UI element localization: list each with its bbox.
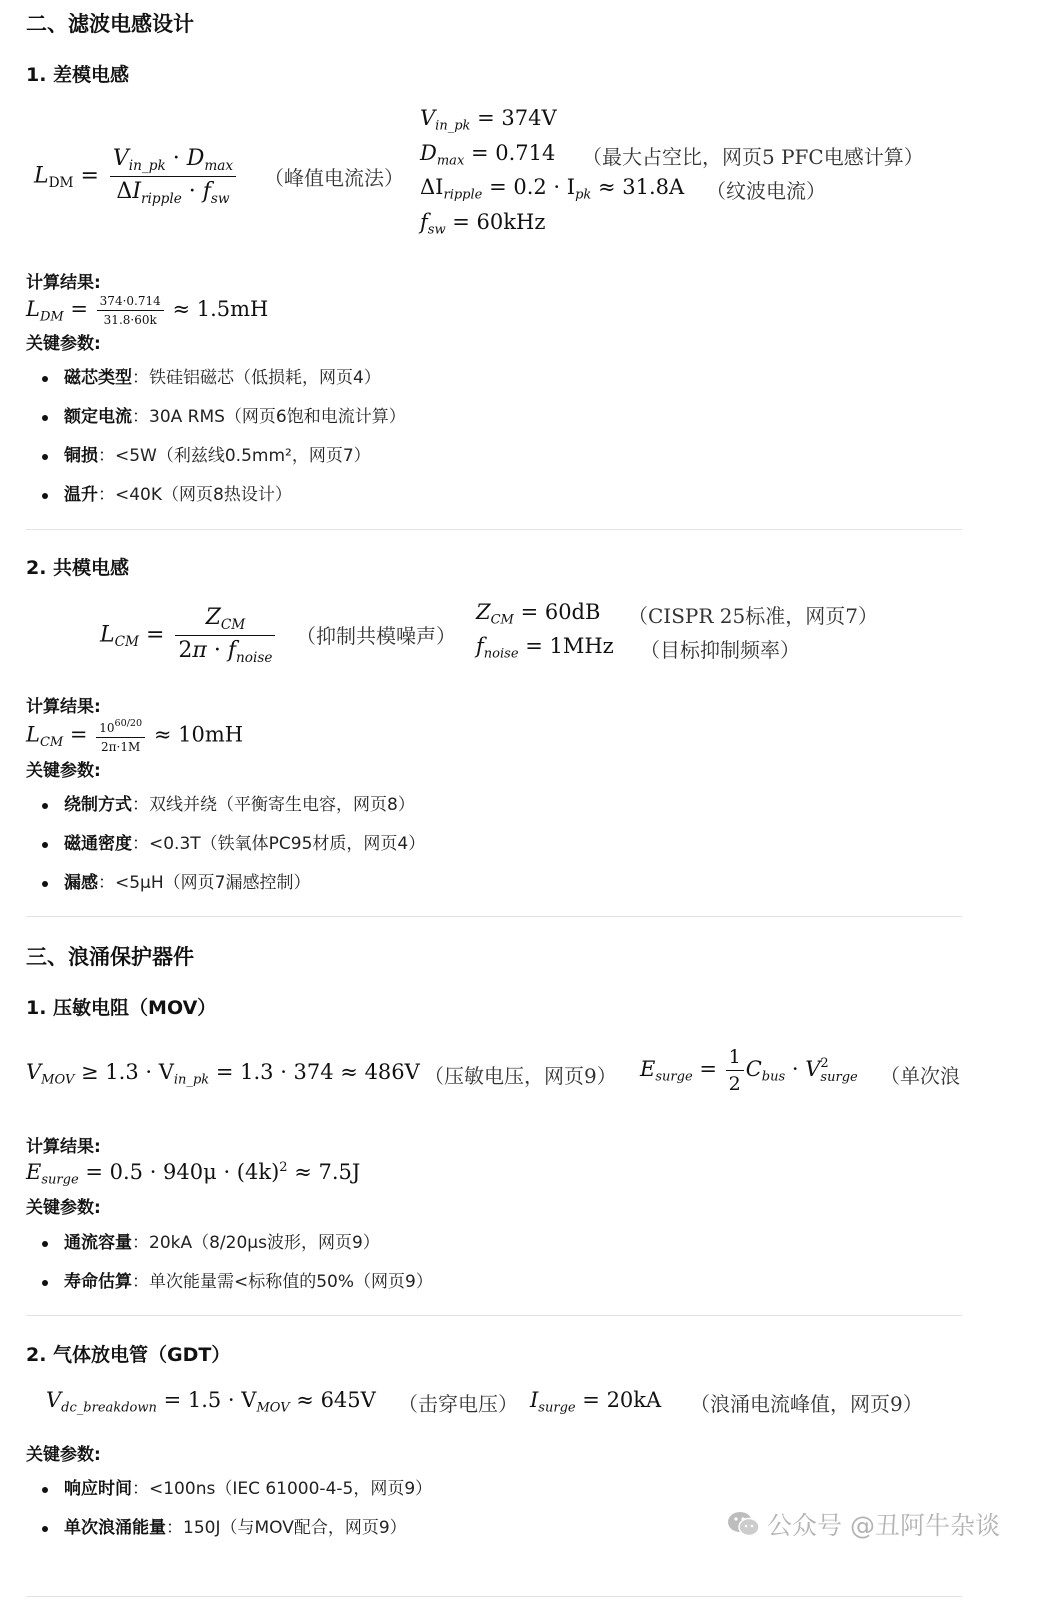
list-item: 响应时间：<100ns（IEC 61000-4-5，网页9） bbox=[26, 1470, 432, 1509]
wechat-icon bbox=[727, 1510, 761, 1538]
gdt-surge-current-formula: $I_{surge} = 20kA$ bbox=[530, 1388, 662, 1416]
cm-key-params-list bbox=[26, 786, 425, 903]
param-ripple-note: （纹波电流） bbox=[706, 179, 826, 203]
param-fsw: $f_{sw} = 60kHz$ bbox=[420, 210, 546, 238]
dm-calc-result-formula: $L_{DM}$ = $\frac{374\cdot 0.714}{31.8\cdot 60k}$ ≈ 1.5mH bbox=[26, 294, 269, 327]
mov-surge-energy-formula: $E_{surge}$ = $\frac{1}{2}$ $C_{bus} \cdot V$ 2 surge bbox=[640, 1046, 858, 1095]
list-item: 额定电流：30A RMS（网页6饱和电流计算） bbox=[26, 398, 406, 437]
watermark-text: 公众号 @丑阿牛杂谈 bbox=[767, 1511, 1000, 1540]
list-item: 磁通密度：<0.3T（铁氧体PC95材质，网页4） bbox=[26, 825, 425, 864]
divider bbox=[26, 916, 962, 917]
dm-key-params-label: 关键参数: bbox=[26, 334, 101, 354]
cm-calc-label: 计算结果: bbox=[26, 697, 101, 717]
subsection-title-gdt: 2. 气体放电管（GDT） bbox=[26, 1344, 231, 1366]
subsection-title-dm-inductor: 1. 差模电感 bbox=[26, 64, 130, 86]
divider bbox=[26, 1596, 962, 1597]
gdt-key-params-list bbox=[26, 1470, 432, 1548]
dm-calc-label: 计算结果: bbox=[26, 273, 101, 293]
list-item: 铜损：<5W（利兹线0.5mm²，网页7） bbox=[26, 437, 406, 476]
list-item: 绕制方式：双线并绕（平衡寄生电容，网页8） bbox=[26, 786, 425, 825]
divider bbox=[26, 1315, 962, 1316]
param-dmax-note: （最大占空比，网页5 PFC电感计算） bbox=[582, 145, 924, 169]
section-title-filter-inductor: 二、滤波电感设计 bbox=[26, 12, 194, 36]
mov-key-params-label: 关键参数: bbox=[26, 1198, 101, 1218]
cm-key-params-label: 关键参数: bbox=[26, 761, 101, 781]
dm-inductance-formula: $L_{DM}$ = $\frac{V_{in\_pk} \cdot D_{max}}{\Delta I_{ripple} \cdot f_{sw}}$ bbox=[34, 146, 236, 207]
list-item: 单次浪涌能量：150J（与MOV配合，网页9） bbox=[26, 1509, 432, 1548]
cm-inductance-formula: $L_{CM}$ = $\frac{Z_{CM}}{2\pi \cdot f_{noise}}$ bbox=[100, 605, 275, 666]
subsection-title-cm-inductor: 2. 共模电感 bbox=[26, 557, 130, 579]
mov-calc-result-formula: $E_{surge} = 0.5 \cdot 940\mu \cdot (4k)^2 \approx 7.5J$ bbox=[26, 1160, 361, 1188]
param-zcm: $Z_{CM} = 60dB$ bbox=[476, 600, 601, 628]
cm-method-note: （抑制共模噪声） bbox=[296, 624, 456, 648]
mov-surge-note-truncated: （单次浪 bbox=[880, 1064, 960, 1088]
gdt-key-params-label: 关键参数: bbox=[26, 1445, 101, 1465]
dm-key-params-list bbox=[26, 359, 406, 515]
param-vin-pk: $V_{in\_pk} = 374V$ bbox=[420, 106, 557, 134]
param-fnoise-note: （目标抑制频率） bbox=[640, 638, 800, 662]
watermark bbox=[727, 1506, 1000, 1542]
param-fnoise: $f_{noise} = 1MHz$ bbox=[476, 634, 614, 662]
dm-method-note: （峰值电流法） bbox=[264, 166, 404, 190]
mov-key-params-list bbox=[26, 1224, 433, 1302]
mov-voltage-note: （压敏电压，网页9） bbox=[424, 1064, 617, 1088]
param-delta-i-ripple: $\Delta I_{ripple} = 0.2 \cdot I_{pk} \approx 31.8A$ bbox=[420, 175, 685, 203]
gdt-breakdown-formula: $V_{dc\_breakdown} = 1.5 \cdot V_{MOV} \approx 645V$ bbox=[46, 1388, 376, 1416]
list-item: 温升：<40K（网页8热设计） bbox=[26, 476, 406, 515]
list-item: 寿命估算：单次能量需<标称值的50%（网页9） bbox=[26, 1263, 433, 1302]
section-title-surge-protection: 三、浪涌保护器件 bbox=[26, 945, 194, 969]
list-item: 磁芯类型：铁硅铝磁芯（低损耗，网页4） bbox=[26, 359, 406, 398]
subsection-title-mov: 1. 压敏电阻（MOV） bbox=[26, 997, 217, 1019]
param-dmax: $D_{max} = 0.714$ bbox=[420, 141, 556, 169]
list-item: 漏感：<5μH（网页7漏感控制） bbox=[26, 864, 425, 903]
cm-calc-result-formula: $L_{CM}$ = $\frac{10^{60/20}}{2\pi\cdot 1M}$ ≈ 10mH bbox=[26, 718, 244, 754]
gdt-breakdown-note: （击穿电压） bbox=[398, 1392, 518, 1416]
param-zcm-note: （CISPR 25标准，网页7） bbox=[628, 604, 878, 628]
mov-voltage-formula: $V_{MOV} \ge 1.3 \cdot V_{in\_pk} = 1.3 \cdot 374 \approx 486V$ bbox=[26, 1060, 420, 1088]
mov-calc-label: 计算结果: bbox=[26, 1137, 101, 1157]
gdt-surge-current-note: （浪涌电流峰值，网页9） bbox=[690, 1392, 923, 1416]
divider bbox=[26, 529, 962, 530]
list-item: 通流容量：20kA（8/20μs波形，网页9） bbox=[26, 1224, 433, 1263]
